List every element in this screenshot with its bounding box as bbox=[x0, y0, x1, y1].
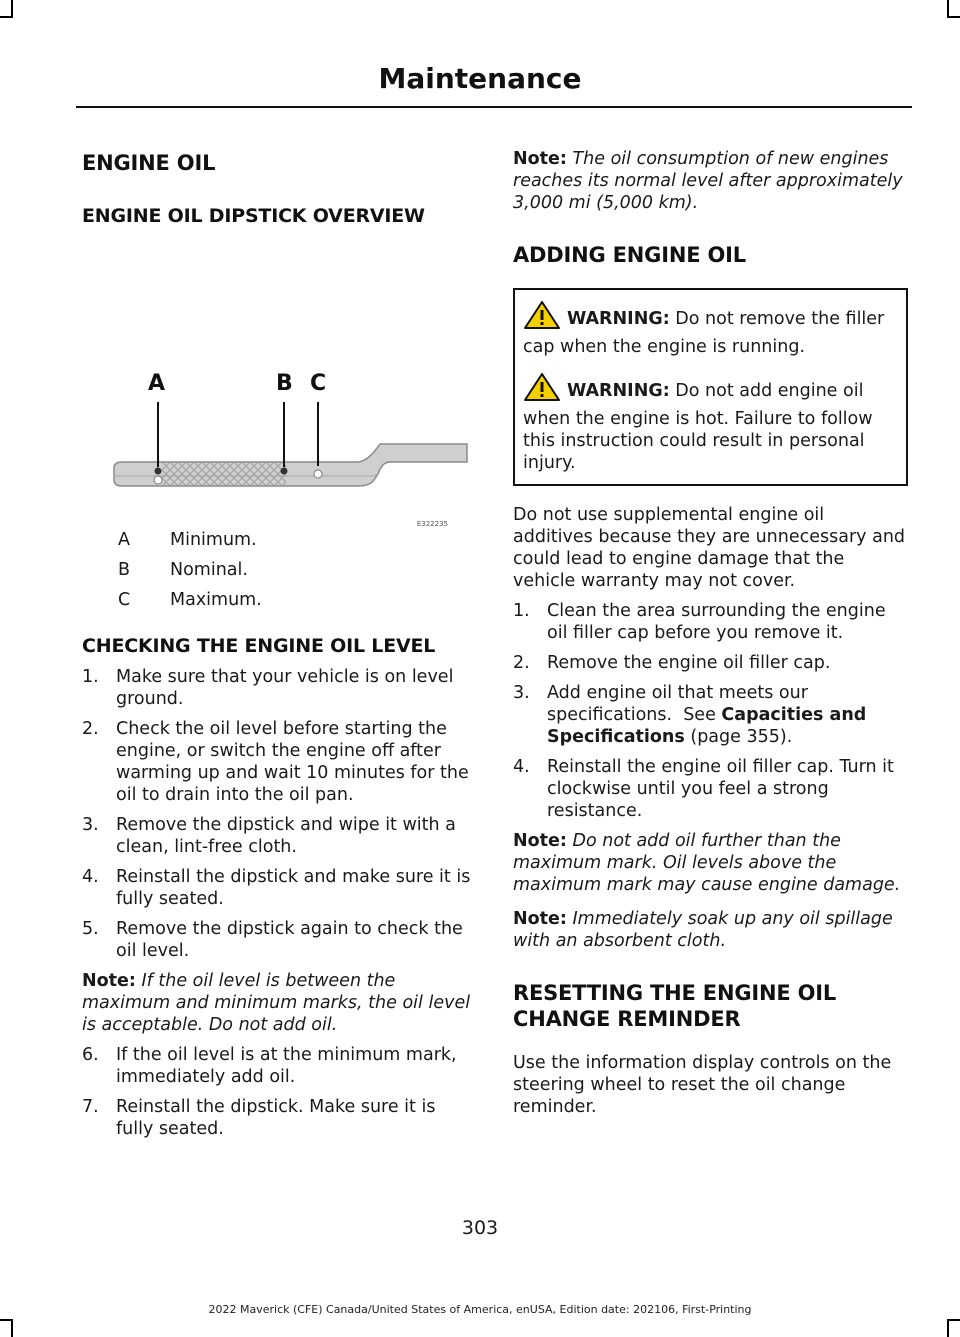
list-item: 1. Clean the area surrounding the engine oil filler cap before you remove it. bbox=[513, 601, 886, 643]
list-item: 2. Remove the engine oil filler cap. bbox=[513, 653, 831, 673]
checking-steps-list bbox=[82, 666, 474, 962]
legend-key: C bbox=[118, 590, 131, 610]
crop-mark bbox=[947, 1319, 960, 1321]
warning-filler-cap: WARNING: Do not remove the filler cap when the engine is running. bbox=[523, 300, 898, 358]
figure-id: E322235 bbox=[416, 520, 448, 528]
note-max-mark: Note: Do not add oil further than the maximum mark. Oil levels above the maximum mark may cause engine damage. bbox=[513, 831, 901, 895]
crop-mark bbox=[0, 16, 13, 18]
list-item: 4. Reinstall the dipstick and make sure it is fully seated. bbox=[82, 867, 471, 909]
section-title-resetting: RESETTING THE ENGINE OIL CHANGE REMINDER bbox=[513, 981, 837, 1031]
checking-steps-list-continued bbox=[82, 1044, 474, 1140]
page-header-title: Maintenance bbox=[378, 62, 582, 95]
capacities-link[interactable]: Capacities and Specifications bbox=[547, 705, 867, 747]
warning-triangle-icon bbox=[523, 300, 561, 336]
page-footer: 2022 Maverick (CFE) Canada/United States of America, enUSA, Edition date: 202106, First-Printing bbox=[208, 1303, 752, 1316]
callout-a: A bbox=[148, 371, 166, 396]
warning-triangle-icon bbox=[523, 372, 561, 408]
note-oil-consumption: Note: The oil consumption of new engines reaches its normal level after approximately 3,000 mi (5,000 km). bbox=[513, 149, 903, 213]
crop-mark bbox=[11, 1319, 13, 1337]
list-item: 5. Remove the dipstick again to check the oil level. bbox=[82, 919, 463, 961]
list-item: 1. Make sure that your vehicle is on level ground. bbox=[82, 667, 454, 709]
page-number: 303 bbox=[461, 1217, 499, 1239]
legend-value: Maximum. bbox=[170, 590, 262, 610]
warning-hot-engine: WARNING: Do not add engine oil when the engine is hot. Failure to follow this instruction could result in personal injury. bbox=[523, 372, 898, 474]
right-column bbox=[513, 140, 908, 1118]
list-item: 7. Reinstall the dipstick. Make sure it is fully seated. bbox=[82, 1097, 436, 1139]
note-spillage: Note: Immediately soak up any oil spillage with an absorbent cloth. bbox=[513, 909, 893, 951]
subsection-title-dipstick: ENGINE OIL DIPSTICK OVERVIEW bbox=[82, 205, 425, 227]
legend-key: B bbox=[118, 560, 131, 580]
list-item: 3. Remove the dipstick and wipe it with a clean, lint-free cloth. bbox=[82, 815, 456, 857]
crop-mark bbox=[0, 1319, 13, 1321]
adding-steps-list bbox=[513, 600, 908, 822]
list-item: 4. Reinstall the engine oil filler cap. Turn it clockwise until you feel a strong resistance. bbox=[513, 757, 894, 821]
figure-legend bbox=[82, 530, 474, 610]
list-item: 2. Check the oil level before starting the engine, or switch the engine off after warming up and wait 10 minutes for the oil to drain into the oil pan. bbox=[82, 719, 469, 805]
callout-b: B bbox=[276, 371, 293, 396]
resetting-paragraph: Use the information display controls on the steering wheel to reset the oil change reminder. bbox=[513, 1053, 892, 1117]
note-oil-level: Note: If the oil level is between the maximum and minimum marks, the oil level is acceptable. Do not add oil. bbox=[82, 971, 471, 1035]
crop-mark bbox=[947, 1319, 949, 1337]
additives-paragraph: Do not use supplemental engine oil additives because they are unnecessary and could lead to engine damage that the vehicle warranty may not cover. bbox=[513, 505, 906, 591]
section-title-engine-oil: ENGINE OIL bbox=[82, 151, 216, 175]
dipstick-figure bbox=[82, 230, 474, 530]
left-column bbox=[82, 140, 474, 1140]
dipstick-illustration bbox=[82, 230, 474, 530]
section-title-checking: CHECKING THE ENGINE OIL LEVEL bbox=[82, 635, 436, 657]
legend-value: Nominal. bbox=[170, 560, 248, 580]
list-item: 6. If the oil level is at the minimum mark, immediately add oil. bbox=[82, 1045, 457, 1087]
header-rule bbox=[76, 106, 912, 108]
warning-box bbox=[513, 288, 908, 486]
legend-key: A bbox=[118, 530, 130, 550]
list-item: 3. Add engine oil that meets our specifications. See Capacities and Specifications (page 355). bbox=[513, 683, 867, 747]
legend-value: Minimum. bbox=[170, 530, 257, 550]
callout-c: C bbox=[310, 371, 327, 396]
section-title-adding: ADDING ENGINE OIL bbox=[513, 243, 746, 267]
crop-mark bbox=[947, 16, 960, 18]
